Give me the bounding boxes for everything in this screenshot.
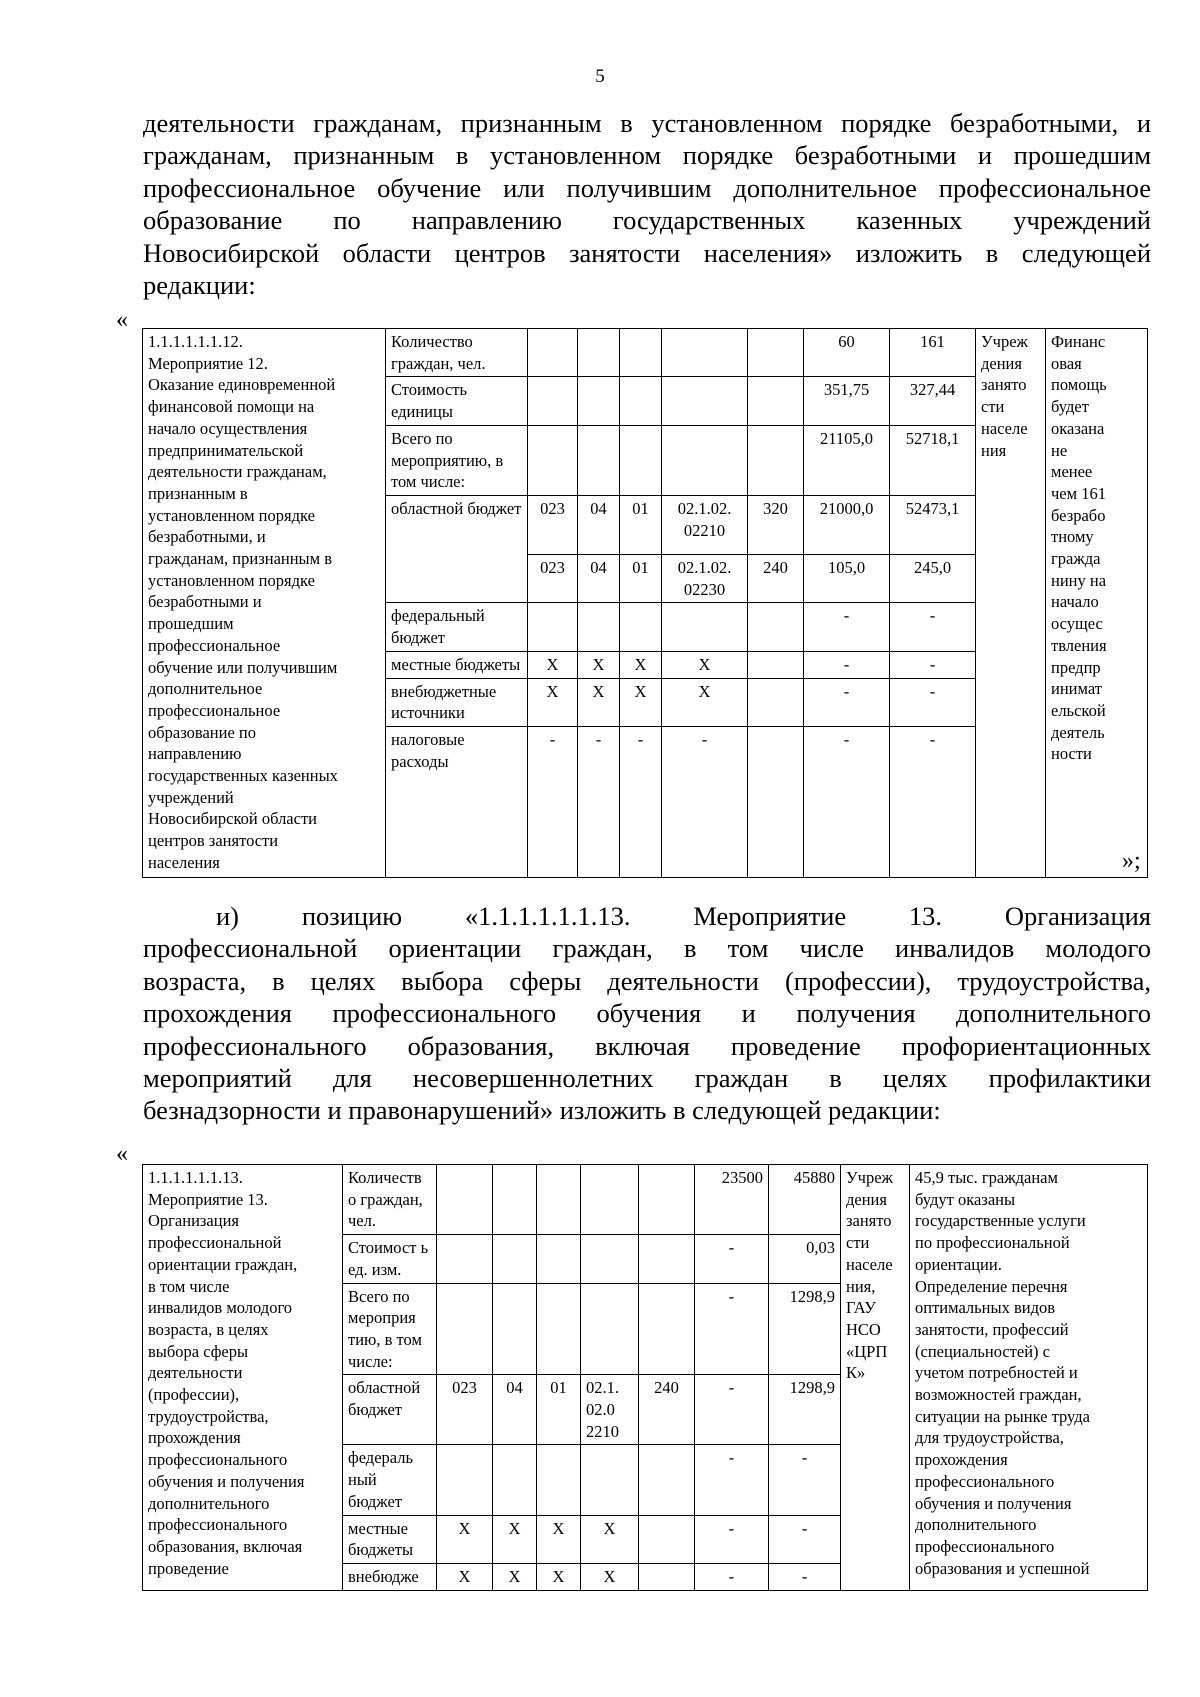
cell: [639, 1235, 695, 1283]
paragraph-1: [143, 107, 1151, 301]
measure-line: установленном порядке: [148, 570, 315, 590]
cell: [662, 425, 748, 495]
cell: 52718,1: [890, 425, 976, 495]
cell: 327,44: [890, 377, 976, 425]
cell: -: [695, 1235, 769, 1283]
cell: -: [695, 1283, 769, 1375]
row-label: федераль ный бюджет: [343, 1445, 437, 1515]
measure-line: признанным в: [148, 483, 248, 503]
table-row: [143, 329, 1148, 377]
row-label: Количество граждан, чел.: [386, 329, 528, 377]
cell: [578, 329, 620, 377]
measure-line: финансовой помощи на: [148, 397, 315, 417]
cell: [620, 377, 662, 425]
executor-line: населе: [981, 418, 1028, 438]
result-line: осущес: [1051, 614, 1103, 634]
measure-line: 1.1.1.1.1.1.13.: [148, 1168, 243, 1187]
cell: -: [528, 727, 578, 878]
measure-line: Мероприятие 13.: [148, 1189, 268, 1209]
result-line: гражда: [1051, 549, 1101, 569]
paragraph-line: прохождения профессионального обучения и получения дополнительного: [143, 998, 1151, 1029]
cell: X: [537, 1515, 581, 1563]
cell: -: [804, 651, 890, 678]
result-line: государственные услуги: [915, 1211, 1086, 1231]
measure-line: профессиональное: [148, 700, 281, 720]
cell: 105,0: [804, 555, 890, 603]
cell: [639, 1563, 695, 1590]
cell: -: [695, 1445, 769, 1515]
measure-line: образования, включая: [148, 1536, 303, 1556]
cell: [581, 1283, 639, 1375]
cell: [639, 1515, 695, 1563]
result-line: будут оказаны: [915, 1189, 1016, 1209]
table-row: [143, 1165, 1148, 1235]
measure-line: Организация: [148, 1211, 240, 1231]
cell: X: [662, 678, 748, 726]
cell: [437, 1165, 493, 1235]
cell: -: [695, 1515, 769, 1563]
cell: [748, 329, 804, 377]
cell: [620, 329, 662, 377]
executor-line: сти: [981, 397, 1005, 417]
row-label: Количеств о граждан, чел.: [343, 1165, 437, 1235]
cell: [528, 425, 578, 495]
cell: [639, 1165, 695, 1235]
result-line: деятель: [1051, 722, 1105, 742]
cell: [437, 1235, 493, 1283]
result-line: ситуации на рынке труда: [915, 1406, 1090, 1426]
row-label: областной бюджет: [386, 495, 528, 603]
cell: 240: [639, 1375, 695, 1445]
cell: [662, 377, 748, 425]
paragraph-line: и) позицию «1.1.1.1.1.1.13. Мероприятие 13. Организация: [216, 901, 1151, 931]
cell: [581, 1445, 639, 1515]
cell: [528, 329, 578, 377]
cell: -: [662, 727, 748, 878]
executor-line: дения: [981, 353, 1022, 373]
page-number: 5: [595, 66, 605, 87]
cell: [437, 1283, 493, 1375]
cell: 04: [578, 495, 620, 554]
paragraph-line: мероприятий для несовершеннолетних граждан в целях профилактики: [143, 1063, 1151, 1094]
cell: X: [493, 1563, 537, 1590]
cell: [578, 603, 620, 651]
result-line: ельской: [1051, 700, 1106, 720]
measure-line: возраста, в целях: [148, 1319, 269, 1339]
result-line: менее: [1051, 462, 1093, 482]
measure-cell: [143, 329, 386, 878]
result-line: занятости, профессий: [915, 1319, 1069, 1339]
measure-line: начало осуществления: [148, 418, 308, 438]
cell: -: [890, 603, 976, 651]
measure-line: гражданам, признанным в: [148, 549, 332, 569]
cell: 60: [804, 329, 890, 377]
cell: 04: [493, 1375, 537, 1445]
cell: [493, 1283, 537, 1375]
result-cell: [910, 1165, 1148, 1591]
cell: X: [493, 1515, 537, 1563]
paragraph-line: деятельности гражданам, признанным в установленном порядке безработными, и: [143, 108, 1151, 138]
paragraph-line: редакции:: [143, 270, 256, 301]
cell: [620, 425, 662, 495]
cell: 01: [620, 555, 662, 603]
row-label: внебюдже: [343, 1563, 437, 1590]
executor-line: К»: [846, 1363, 866, 1383]
executor-line: Учреж: [981, 332, 1028, 351]
result-line: предпр: [1051, 657, 1101, 677]
result-line: инимат: [1051, 679, 1102, 699]
cell: -: [804, 603, 890, 651]
quote-close: »;: [1122, 848, 1141, 874]
cell: 023: [528, 495, 578, 554]
cell: 21105,0: [804, 425, 890, 495]
result-line: будет: [1051, 397, 1089, 417]
result-line: ности: [1051, 744, 1092, 764]
cell: X: [578, 678, 620, 726]
measure-line: дополнительное: [148, 679, 263, 699]
cell: [748, 678, 804, 726]
table-measure-13: [142, 1164, 1148, 1591]
cell: [748, 603, 804, 651]
result-line: твления: [1051, 635, 1107, 655]
measure-line: учреждений: [148, 787, 234, 807]
row-label: местные бюджеты: [343, 1515, 437, 1563]
cell: -: [890, 678, 976, 726]
cell: [493, 1235, 537, 1283]
result-line: тному: [1051, 527, 1094, 547]
cell: X: [581, 1515, 639, 1563]
cell: X: [620, 678, 662, 726]
result-line: помощь: [1051, 375, 1107, 395]
measure-line: Оказание единовременной: [148, 375, 336, 395]
row-label: местные бюджеты: [386, 651, 528, 678]
result-line: 45,9 тыс. гражданам: [915, 1168, 1058, 1187]
result-cell: [1046, 329, 1148, 878]
measure-line: прохождения: [148, 1428, 241, 1448]
executor-cell: [841, 1165, 910, 1591]
measure-line: установленном порядке: [148, 505, 315, 525]
executor-line: ния: [981, 440, 1007, 460]
cell: 1298,9: [769, 1375, 841, 1445]
measure-cell: [143, 1165, 343, 1591]
executor-line: дения: [846, 1189, 887, 1209]
row-label: внебюджетные источники: [386, 678, 528, 726]
cell: -: [620, 727, 662, 878]
measure-line: дополнительного: [148, 1493, 270, 1513]
executor-line: занято: [846, 1211, 892, 1231]
executor-line: сти: [846, 1233, 870, 1253]
cell: 01: [537, 1375, 581, 1445]
cell: [493, 1165, 537, 1235]
executor-line: занято: [981, 375, 1027, 395]
measure-line: профессиональной: [148, 1233, 282, 1253]
cell: [528, 603, 578, 651]
cell: X: [578, 651, 620, 678]
paragraph-line: гражданам, признанным в установленном порядке безработными и прошедшим: [143, 140, 1151, 171]
measure-line: обучения и получения: [148, 1471, 305, 1491]
cell: -: [695, 1375, 769, 1445]
cell: [493, 1445, 537, 1515]
result-line: оказана: [1051, 418, 1105, 438]
paragraph-line: профессиональное обучение или получившим дополнительное профессиональное: [143, 172, 1151, 203]
cell: [578, 425, 620, 495]
result-line: для трудоустройства,: [915, 1428, 1064, 1448]
paragraph-line: профессиональной ориентации граждан, в том числе инвалидов молодого: [143, 933, 1151, 964]
executor-line: Учреж: [846, 1168, 893, 1187]
cell: -: [804, 727, 890, 878]
measure-line: выбора сферы: [148, 1341, 249, 1361]
cell: 023: [528, 555, 578, 603]
cell: [537, 1283, 581, 1375]
row-label: Стоимост ь ед. изм.: [343, 1235, 437, 1283]
cell: 02.1. 02.0 2210: [581, 1375, 639, 1445]
cell: -: [890, 727, 976, 878]
cell: [748, 651, 804, 678]
measure-line: Новосибирской области: [148, 809, 317, 829]
measure-line: профессионального: [148, 1450, 288, 1470]
cell: X: [437, 1563, 493, 1590]
cell: X: [662, 651, 748, 678]
result-line: чем 161: [1051, 483, 1106, 503]
measure-line: деятельности гражданам,: [148, 462, 327, 482]
cell: 02.1.02. 02230: [662, 555, 748, 603]
cell: [528, 377, 578, 425]
cell: [537, 1165, 581, 1235]
measure-line: направлению: [148, 744, 242, 764]
cell: [537, 1445, 581, 1515]
row-label: областной бюджет: [343, 1375, 437, 1445]
measure-line: профессионального: [148, 1515, 288, 1535]
cell: 161: [890, 329, 976, 377]
cell: [437, 1445, 493, 1515]
result-line: дополнительного: [915, 1515, 1037, 1535]
measure-line: населения: [148, 852, 220, 872]
cell: 52473,1: [890, 495, 976, 554]
cell: [662, 329, 748, 377]
cell: 01: [620, 495, 662, 554]
cell: X: [620, 651, 662, 678]
result-line: Финанс: [1051, 332, 1106, 351]
cell: X: [437, 1515, 493, 1563]
measure-line: предпринимательской: [148, 440, 304, 460]
result-line: безрабо: [1051, 505, 1106, 525]
result-line: по профессиональной: [915, 1233, 1070, 1253]
measure-line: центров занятости: [148, 831, 279, 851]
cell: [620, 603, 662, 651]
measure-line: трудоустройства,: [148, 1406, 269, 1426]
measure-line: безработными и: [148, 592, 262, 612]
measure-line: (профессии),: [148, 1385, 240, 1405]
result-line: (специальностей) с: [915, 1341, 1050, 1361]
cell: 240: [748, 555, 804, 603]
cell: 02.1.02. 02210: [662, 495, 748, 554]
measure-line: деятельности: [148, 1363, 243, 1383]
cell: 21000,0: [804, 495, 890, 554]
measure-line: проведение: [148, 1558, 229, 1578]
row-label: Всего по мероприятию, в том числе:: [386, 425, 528, 495]
result-line: учетом потребностей и: [915, 1363, 1078, 1383]
cell: [537, 1235, 581, 1283]
paragraph-line: безнадзорности и правонарушений» изложить в следующей редакции:: [143, 1095, 941, 1126]
result-line: профессионального: [915, 1471, 1055, 1491]
cell: X: [581, 1563, 639, 1590]
executor-cell: [976, 329, 1046, 878]
cell: [748, 727, 804, 878]
executor-line: населе: [846, 1254, 893, 1274]
measure-line: ориентации граждан,: [148, 1254, 298, 1274]
row-label: Всего по мероприя тию, в том числе:: [343, 1283, 437, 1375]
paragraph-2: [143, 900, 1151, 1127]
row-label: налоговые расходы: [386, 727, 528, 878]
cell: 0,03: [769, 1235, 841, 1283]
measure-line: обучение или получившим: [148, 657, 338, 677]
measure-line: в том числе: [148, 1276, 230, 1296]
measure-line: прошедшим: [148, 614, 234, 634]
cell: [581, 1165, 639, 1235]
result-line: профессионального: [915, 1536, 1055, 1556]
cell: [639, 1283, 695, 1375]
cell: -: [890, 651, 976, 678]
measure-line: инвалидов молодого: [148, 1298, 293, 1318]
table-measure-12: [142, 328, 1148, 878]
executor-line: ния,: [846, 1276, 876, 1296]
cell: X: [528, 651, 578, 678]
paragraph-line: возраста, в целях выбора сферы деятельности (профессии), трудоустройства,: [143, 965, 1151, 996]
cell: [748, 425, 804, 495]
measure-line: государственных казенных: [148, 766, 338, 786]
result-line: не: [1051, 440, 1068, 460]
result-line: образования и успешной: [915, 1558, 1090, 1578]
result-line: ориентации.: [915, 1254, 1002, 1274]
cell: -: [769, 1515, 841, 1563]
row-label: федеральный бюджет: [386, 603, 528, 651]
result-line: овая: [1051, 353, 1082, 373]
row-label: Стоимость единицы: [386, 377, 528, 425]
cell: 351,75: [804, 377, 890, 425]
cell: [639, 1445, 695, 1515]
cell: -: [578, 727, 620, 878]
executor-line: ГАУ: [846, 1298, 876, 1318]
measure-line: Мероприятие 12.: [148, 353, 268, 373]
cell: 23500: [695, 1165, 769, 1235]
result-line: прохождения: [915, 1450, 1008, 1470]
measure-line: безработными, и: [148, 527, 266, 547]
quote-open: «: [116, 1141, 128, 1167]
cell: -: [804, 678, 890, 726]
cell: -: [769, 1563, 841, 1590]
cell: -: [769, 1445, 841, 1515]
cell: 023: [437, 1375, 493, 1445]
cell: [748, 377, 804, 425]
cell: [662, 603, 748, 651]
cell: X: [528, 678, 578, 726]
result-line: обучения и получения: [915, 1493, 1072, 1513]
cell: [581, 1235, 639, 1283]
paragraph-line: образование по направлению государственных казенных учреждений: [143, 205, 1151, 236]
cell: -: [695, 1563, 769, 1590]
measure-line: 1.1.1.1.1.1.12.: [148, 332, 243, 351]
quote-open: «: [116, 307, 128, 333]
executor-line: «ЦРП: [846, 1341, 888, 1361]
result-line: нину на: [1051, 570, 1107, 590]
cell: 1298,9: [769, 1283, 841, 1375]
paragraph-line: Новосибирской области центров занятости населения» изложить в следующей: [143, 237, 1151, 268]
result-line: начало: [1051, 592, 1099, 612]
result-line: Определение перечня: [915, 1276, 1068, 1296]
cell: 320: [748, 495, 804, 554]
cell: [578, 377, 620, 425]
result-line: оптимальных видов: [915, 1298, 1056, 1318]
measure-line: профессиональное: [148, 635, 281, 655]
cell: 245,0: [890, 555, 976, 603]
cell: 45880: [769, 1165, 841, 1235]
executor-line: НСО: [846, 1319, 881, 1339]
result-line: возможностей граждан,: [915, 1385, 1082, 1405]
measure-line: образование по: [148, 722, 256, 742]
cell: X: [537, 1563, 581, 1590]
cell: 04: [578, 555, 620, 603]
paragraph-line: профессионального образования, включая проведение профориентационных: [143, 1030, 1151, 1061]
